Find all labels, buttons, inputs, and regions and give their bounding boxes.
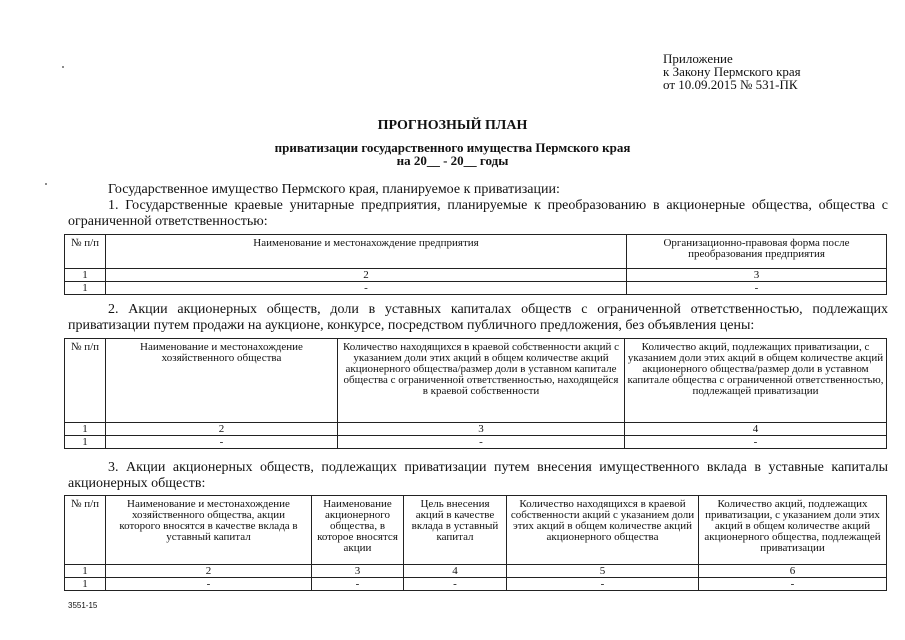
section-2-text: 2. Акции акционерных обществ, доли в уставных капиталах обществ с ограниченной ответственностью, подлежащих приватизации путем продажи на аукционе, конкурсе, посредством публичного предложения, без объявления цены: — [68, 302, 888, 333]
header-cell: Количество акций, подлежащих приватизации, с указанием доли этих акций в общем количестве акций акционерного общества, подлежащей приватизации — [699, 496, 887, 565]
appendix-line-2: к Закону Пермского края — [663, 64, 801, 79]
table-cell: - — [106, 436, 338, 449]
header-cell: Наименование и местонахождение предприятия — [106, 235, 627, 269]
table-cell: 1 — [65, 282, 106, 295]
column-number-cell: 4 — [625, 423, 887, 436]
table-cell: - — [627, 282, 887, 295]
column-number-cell: 2 — [106, 423, 338, 436]
header-cell: Наименование и местонахождение хозяйственного общества, акции которого вносятся в качестве вклада в уставный капитал — [106, 496, 312, 565]
table-header-row — [65, 339, 887, 423]
table-row — [65, 282, 887, 295]
table-cell: - — [699, 578, 887, 591]
column-number-cell: 1 — [65, 423, 106, 436]
table-cell: - — [106, 578, 312, 591]
column-number-cell: 3 — [338, 423, 625, 436]
table-cell: 1 — [65, 578, 106, 591]
table-row — [65, 436, 887, 449]
header-cell: Количество находящихся в краевой собственности акций с указанием доли этих акций в общем количестве акций акционерного общества — [507, 496, 699, 565]
column-number-cell: 6 — [699, 565, 887, 578]
table-section-1 — [64, 234, 887, 295]
table-header-row — [65, 496, 887, 565]
table-cell: - — [338, 436, 625, 449]
header-cell: № п/п — [65, 235, 106, 269]
document-code: 3551-15 — [68, 601, 98, 610]
column-number-cell: 1 — [65, 565, 106, 578]
table-cell: - — [625, 436, 887, 449]
column-number-row — [65, 565, 887, 578]
table-cell: - — [106, 282, 627, 295]
column-number-cell: 2 — [106, 269, 627, 282]
table-section-2 — [64, 338, 887, 449]
subtitle-line-1: приватизации государственного имущества Пермского края — [274, 140, 631, 155]
table-row — [65, 578, 887, 591]
header-cell: Цель внесения акций в качестве вклада в уставный капитал — [404, 496, 507, 565]
section-3-text: 3. Акции акционерных обществ, подлежащих приватизации путем внесения имущественного вклада в уставные капиталы акционерных обществ: — [68, 460, 888, 491]
scan-speck — [45, 183, 47, 185]
table-cell: - — [507, 578, 699, 591]
appendix-line-3: от 10.09.2015 № 531-ПК — [663, 77, 798, 92]
column-number-row — [65, 423, 887, 436]
table-section-3 — [64, 495, 887, 591]
intro-text: Государственное имущество Пермского края, планируемое к приватизации: — [108, 182, 560, 197]
section-1-text: 1. Государственные краевые унитарные предприятия, планируемые к преобразованию в акционерные общества, общества с ограниченной ответственностью: — [68, 198, 888, 229]
header-cell: Количество находящихся в краевой собственности акций с указанием доли этих акций в общем количестве акций акционерного общества/размер доли в уставном капитале общества с ограниченной ответственностью, находящейся в краевой собственности — [338, 339, 625, 423]
appendix-line-1: Приложение — [663, 51, 733, 66]
table-header-row — [65, 235, 887, 269]
scan-speck — [62, 66, 64, 68]
header-cell: № п/п — [65, 496, 106, 565]
column-number-cell: 1 — [65, 269, 106, 282]
header-cell: № п/п — [65, 339, 106, 423]
column-number-cell: 5 — [507, 565, 699, 578]
table-cell: - — [404, 578, 507, 591]
appendix-block — [663, 52, 801, 91]
header-cell: Наименование акционерного общества, в которое вносятся акции — [312, 496, 404, 565]
column-number-cell: 3 — [627, 269, 887, 282]
document-title: ПРОГНОЗНЫЙ ПЛАН — [377, 118, 528, 133]
column-number-row — [65, 269, 887, 282]
table-cell: - — [312, 578, 404, 591]
header-cell: Наименование и местонахождение хозяйственного общества — [106, 339, 338, 423]
column-number-cell: 3 — [312, 565, 404, 578]
document-subtitle — [0, 141, 905, 167]
table-cell: 1 — [65, 436, 106, 449]
subtitle-line-2: на 20__ - 20__ годы — [396, 153, 509, 168]
column-number-cell: 2 — [106, 565, 312, 578]
column-number-cell: 4 — [404, 565, 507, 578]
header-cell: Количество акций, подлежащих приватизации, с указанием доли этих акций в общем количестве акций акционерного общества/размер доли в уставном капитале общества с ограниченной ответственностью, подлежащей приватизации — [625, 339, 887, 423]
header-cell: Организационно-правовая форма после преобразования предприятия — [627, 235, 887, 269]
